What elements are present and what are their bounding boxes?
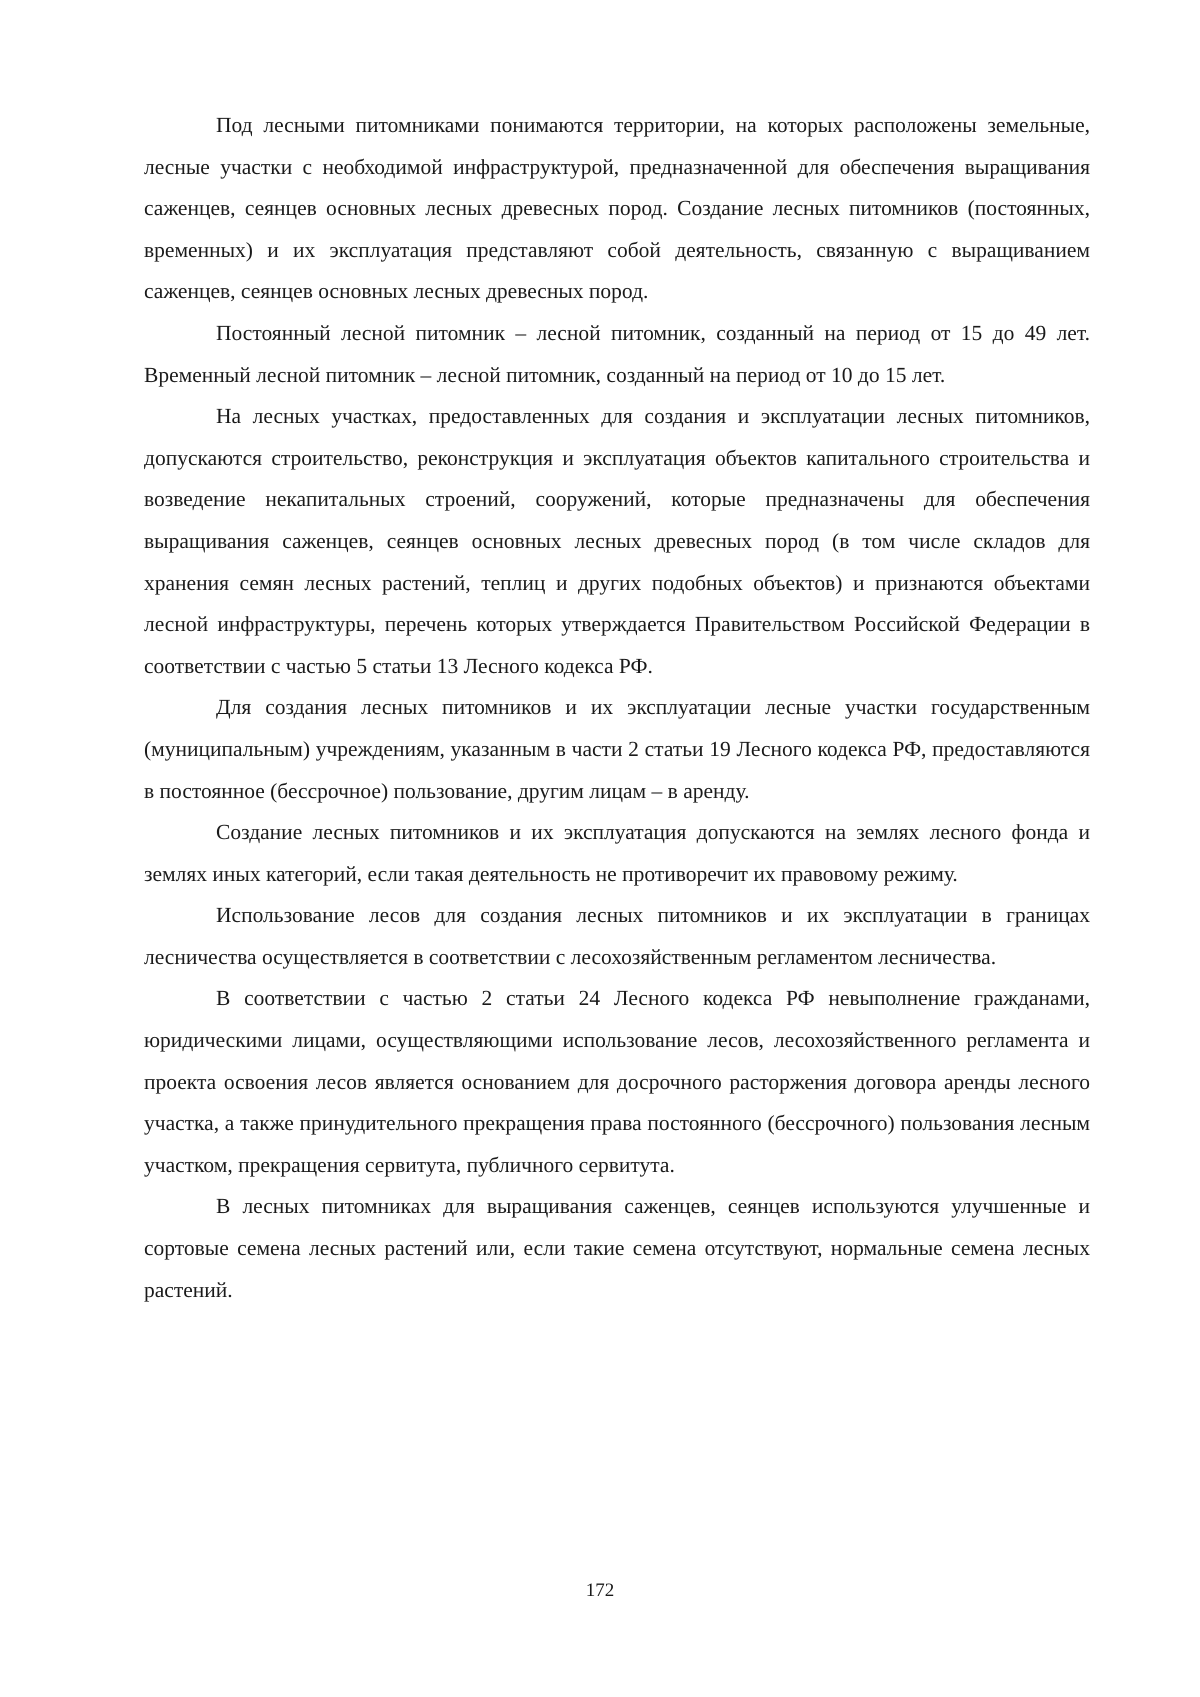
page-number: 172	[585, 1580, 615, 1601]
paragraph: Использование лесов для создания лесных питомников и их эксплуатации в границах лесничества осуществляется в соответствии с лесохозяйственным регламентом лесничества.	[144, 903, 1090, 969]
paragraph: В лесных питомниках для выращивания саженцев, сеянцев используются улучшенные и сортовые семена лесных растений или, если такие семена отсутствуют, нормальные семена лесных растений.	[144, 1194, 1090, 1302]
paragraph: На лесных участках, предоставленных для создания и эксплуатации лесных питомников, допускаются строительство, реконструкция и эксплуатация объектов капитального строительства и возведение некапитальных строений, сооружений, которые предназначены для обеспечения выращивания саженцев, сеянцев основных лесных древесных пород (в том числе складов для хранения семян лесных растений, теплиц и других подобных объектов) и признаются объектами лесной инфраструктуры, перечень которых утверждается Правительством Российской Федерации в соответствии с частью 5 статьи 13 Лесного кодекса РФ.	[144, 404, 1090, 678]
paragraph: Для создания лесных питомников и их эксплуатации лесные участки государственным (муниципальным) учреждениям, указанным в части 2 статьи 19 Лесного кодекса РФ, предоставляются в постоянное (бессрочное) пользование, другим лицам – в аренду.	[144, 695, 1090, 803]
paragraph: Постоянный лесной питомник – лесной питомник, созданный на период от 15 до 49 лет. Временный лесной питомник – лесной питомник, созданный на период от 10 до 15 лет.	[144, 320, 1090, 387]
body-text	[144, 105, 1090, 1311]
paragraph: Под лесными питомниками понимаются территории, на которых расположены земельные, лесные участки с необходимой инфраструктурой, предназначенной для обеспечения выращивания саженцев, сеянцев основных лесных древесных пород. Создание лесных питомников (постоянных, временных) и их эксплуатация представляют собой деятельность, связанную с выращиванием саженцев, сеянцев основных лесных древесных пород.	[144, 113, 1090, 304]
paragraph: Создание лесных питомников и их эксплуатация допускаются на землях лесного фонда и землях иных категорий, если такая деятельность не противоречит их правовому режиму.	[144, 820, 1090, 886]
paragraph: В соответствии с частью 2 статьи 24 Лесного кодекса РФ невыполнение гражданами, юридическими лицами, осуществляющими использование лесов, лесохозяйственного регламента и проекта освоения лесов является основанием для досрочного расторжения договора аренды лесного участка, а также принудительного прекращения права постоянного (бессрочного) пользования лесным участком, прекращения сервитута, публичного сервитута.	[144, 986, 1090, 1177]
